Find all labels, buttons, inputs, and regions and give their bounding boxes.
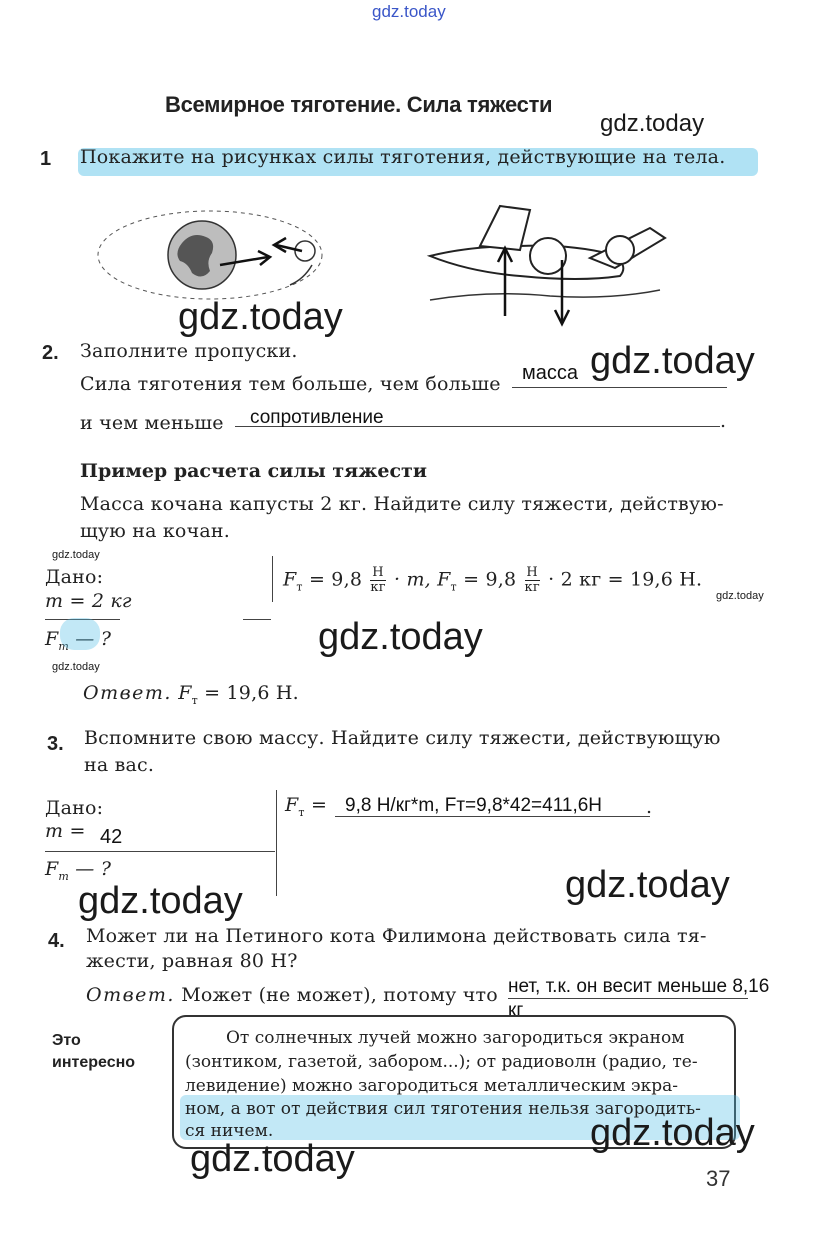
task2-number: 2. [42, 342, 59, 364]
interesting-line-1: От солнечных лучей можно загородиться экраном [226, 1028, 685, 1048]
find-sub: т [58, 639, 70, 653]
task1-text: Покажите на рисунках силы тяготения, действующие на тела. [80, 146, 726, 168]
given-divider [243, 619, 271, 620]
task4-line1: Может ли на Петиного кота Филимона действовать сила тя- [86, 925, 707, 947]
unit-fraction [370, 566, 385, 595]
example-answer [83, 682, 299, 707]
interesting-line-4: ном, а вот от действия сил тяготения нельзя загородить- [185, 1099, 701, 1119]
formula-result: · 2 кг = 19,6 Н. [548, 568, 703, 591]
formula-eq: = 9,8 [308, 568, 363, 591]
airplane-drawing [420, 188, 670, 328]
formula-sub: т [296, 580, 303, 594]
task2-line2: и чем меньше [80, 412, 224, 434]
example-formula [283, 566, 702, 595]
watermark: gdz.today [78, 880, 243, 922]
find-f: F [45, 628, 59, 650]
frac-den: кг [524, 580, 540, 595]
task3-m-value[interactable]: 42 [100, 826, 123, 848]
example-text-1: Масса кочана капусты 2 кг. Найдите силу тяжести, действую- [80, 493, 724, 515]
interesting-label-1: Это [52, 1032, 81, 1049]
task2-end-dot: . [720, 410, 727, 432]
highlight-stroke [60, 618, 100, 650]
find-q: — ? [75, 858, 112, 880]
airplane-body [430, 246, 623, 279]
watermark: gdz.today [590, 1112, 755, 1154]
page-title: Всемирное тяготение. Сила тяжести [165, 92, 553, 117]
answer-line [508, 998, 748, 999]
formula-eq-2: = 9,8 [463, 568, 517, 591]
task3-formula [285, 794, 327, 819]
task3-m-label: m = [45, 820, 86, 842]
watermark: gdz.today [318, 616, 483, 658]
page-number: 37 [706, 1166, 731, 1191]
task4-answer-hw-1[interactable]: нет, т.к. он весит меньше 8,16 [508, 976, 770, 997]
ground [430, 290, 660, 300]
frac-den: кг [370, 580, 386, 595]
answer-sub: т [191, 693, 198, 707]
find-q: — ? [75, 628, 112, 650]
formula-mid: · m, F [393, 568, 451, 591]
formula-f: F [283, 568, 297, 591]
example-text-2: щую на кочан. [80, 520, 230, 542]
interesting-label-2: интересно [52, 1054, 136, 1071]
answer-prefix: Может (не может), потому что [181, 984, 498, 1006]
task2-line1: Сила тяготения тем больше, чем больше [80, 373, 501, 395]
task3-answer[interactable]: 9,8 Н/кг*m, Fт=9,8*42=411,6Н [345, 795, 603, 816]
task2-answer1[interactable]: масса [522, 362, 578, 384]
task4-number: 4. [48, 930, 65, 952]
watermark: gdz.today [590, 340, 755, 382]
example-heading: Пример расчета силы тяжести [80, 460, 427, 482]
task4-line2: жести, равная 80 Н? [86, 950, 298, 972]
watermark-top: gdz.today [372, 2, 446, 21]
airplane-propeller [530, 238, 566, 274]
watermark: gdz.today [190, 1138, 355, 1180]
orbit-arrow [290, 265, 312, 285]
task4-answer [86, 984, 498, 1006]
watermark: gdz.today [178, 296, 343, 338]
interesting-line-3: левидение) можно загородиться металлическим экра- [185, 1076, 678, 1096]
orbit-drawing [90, 205, 350, 305]
example-given-label: Дано: [45, 566, 104, 588]
watermark: gdz.today [565, 864, 730, 906]
frac-num: Н [372, 565, 384, 580]
interesting-line-5: ся ничем. [185, 1121, 274, 1141]
task2-answer2[interactable]: сопротивление [250, 407, 384, 428]
answer-label: Ответ. [83, 682, 172, 704]
task3-line2: на вас. [84, 754, 155, 776]
watermark-small: gdz.today [52, 661, 100, 673]
task3-end-dot: . [646, 796, 653, 818]
given-separator [276, 790, 277, 896]
task2-prompt: Заполните пропуски. [80, 340, 298, 362]
task1-number: 1 [40, 148, 52, 170]
task4-answer-hw-2[interactable]: кг [508, 1000, 524, 1021]
find-f: F [45, 858, 59, 880]
watermark-small: gdz.today [52, 549, 100, 561]
answer-value: = 19,6 Н. [204, 682, 299, 704]
airplane-wing [480, 206, 530, 250]
unit-fraction [525, 566, 540, 595]
formula-sub: т [450, 580, 457, 594]
given-divider [45, 851, 275, 852]
formula-eq: = [310, 794, 328, 816]
formula-sub: т [298, 805, 305, 819]
watermark: gdz.today [600, 110, 705, 137]
example-given-m: m = 2 кг [45, 590, 132, 612]
task3-line1: Вспомните свою массу. Найдите силу тяжести, действующую [84, 727, 721, 749]
find-sub: т [58, 869, 70, 883]
answer-line [512, 387, 727, 388]
task3-number: 3. [47, 733, 64, 755]
watermark-small: gdz.today [716, 590, 764, 602]
task3-given-label: Дано: [45, 797, 104, 819]
frac-num: Н [526, 565, 538, 580]
formula-f: F [285, 794, 299, 816]
interesting-line-2: (зонтиком, газетой, забором...); от радиоволн (радио, те- [185, 1052, 698, 1072]
answer-label: Ответ. [86, 984, 175, 1006]
given-separator [272, 556, 273, 602]
answer-f: F [178, 682, 192, 704]
